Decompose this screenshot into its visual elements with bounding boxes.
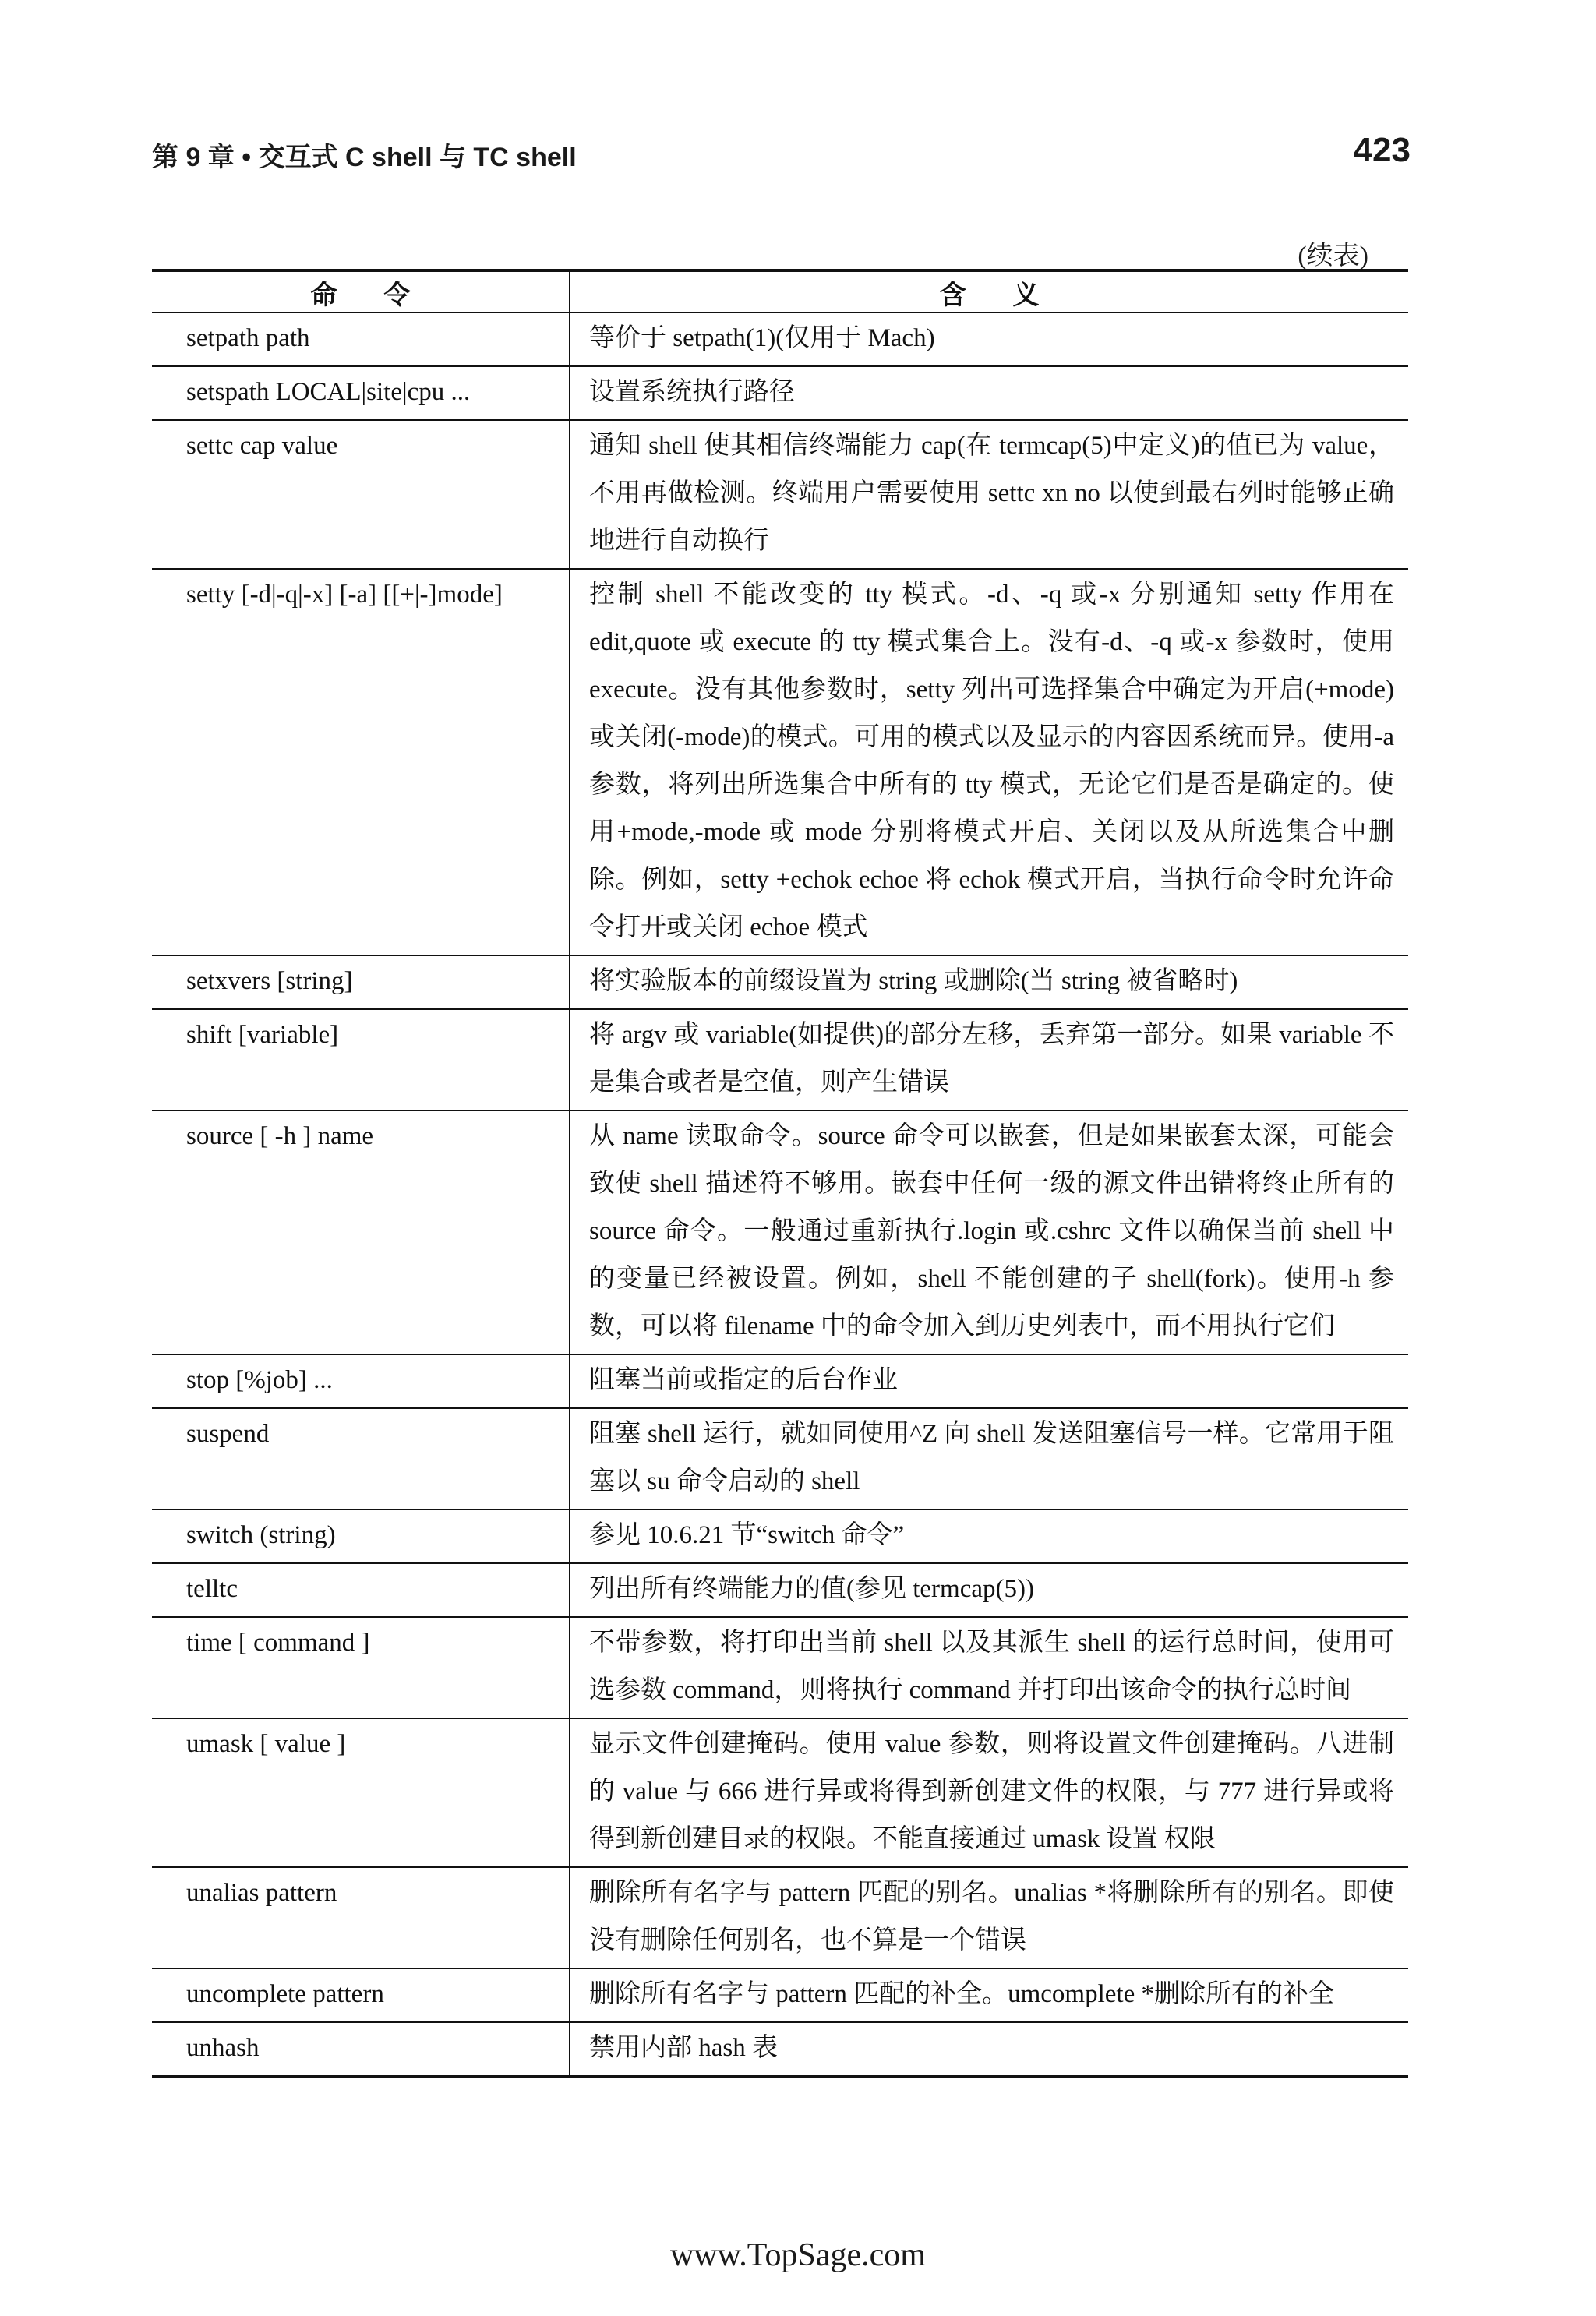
table-row bbox=[152, 1968, 1408, 2022]
meaning-cell: 阻塞当前或指定的后台作业 bbox=[570, 1354, 1408, 1408]
footer-url: www.TopSage.com bbox=[670, 2237, 926, 2273]
table-row bbox=[152, 1718, 1408, 1867]
continued-label: (续表) bbox=[1298, 242, 1368, 270]
meaning-cell: 等价于 setpath(1)(仅用于 Mach) bbox=[570, 312, 1408, 366]
meaning-cell: 删除所有名字与 pattern 匹配的补全。umcomplete *删除所有的补全 bbox=[570, 1968, 1408, 2022]
column-header-command: 命令 bbox=[152, 270, 570, 312]
meaning-cell: 不带参数，将打印出当前 shell 以及其派生 shell 的运行总时间，使用可选参数 command，则将执行 command 并打印出该命令的执行总时间 bbox=[570, 1617, 1408, 1718]
table-row bbox=[152, 1408, 1408, 1509]
table-row bbox=[152, 1509, 1408, 1563]
meaning-cell: 控制 shell 不能改变的 tty 模式。-d、-q 或-x 分别通知 setty 作用在 edit,quote 或 execute 的 tty 模式集合上。没有-d、-q 或-x 参数时，使用 execute。没有其他参数时，setty 列出可选择集合中确定为开启(+mode)或关闭(-mode)的模式。可用的模式以及显示的内容因系统而异。使用-a 参数，将列出所选集合中所有的 tty 模式，无论它们是否是确定的。使用+mode,-mode 或 mode 分别将模式开启、关闭以及从所选集合中删除。例如，setty +echok echoe 将 echok 模式开启，当执行命令时允许命令打开或关闭 echoe 模式 bbox=[570, 569, 1408, 955]
page-header bbox=[152, 131, 1411, 185]
meaning-cell: 阻塞 shell 运行，就如同使用^Z 向 shell 发送阻塞信号一样。它常用于阻塞以 su 命令启动的 shell bbox=[570, 1408, 1408, 1509]
command-cell: telltc bbox=[152, 1563, 570, 1617]
command-cell: shift [variable] bbox=[152, 1009, 570, 1110]
table-row bbox=[152, 1354, 1408, 1408]
table-row bbox=[152, 955, 1408, 1009]
command-cell: source [ -h ] name bbox=[152, 1110, 570, 1354]
table-body bbox=[152, 312, 1408, 2077]
table-row bbox=[152, 1867, 1408, 1968]
command-cell: suspend bbox=[152, 1408, 570, 1509]
meaning-cell: 设置系统执行路径 bbox=[570, 366, 1408, 420]
table-row bbox=[152, 1110, 1408, 1354]
chapter-title: 第 9 章 • 交互式 C shell 与 TC shell bbox=[152, 143, 577, 172]
table-row bbox=[152, 569, 1408, 955]
meaning-cell: 列出所有终端能力的值(参见 termcap(5)) bbox=[570, 1563, 1408, 1617]
meaning-cell: 参见 10.6.21 节“switch 命令” bbox=[570, 1509, 1408, 1563]
table-row bbox=[152, 1617, 1408, 1718]
meaning-cell: 显示文件创建掩码。使用 value 参数，则将设置文件创建掩码。八进制的 value 与 666 进行异或将得到新创建文件的权限，与 777 进行异或将得到新创建目录的权限。不能直接通过 umask 设置 权限 bbox=[570, 1718, 1408, 1867]
table-row bbox=[152, 2022, 1408, 2077]
command-cell: uncomplete pattern bbox=[152, 1968, 570, 2022]
meaning-cell: 通知 shell 使其相信终端能力 cap(在 termcap(5)中定义)的值已为 value，不用再做检测。终端用户需要使用 settc xn no 以使到最右列时能够正确地进行自动换行 bbox=[570, 420, 1408, 569]
table-row bbox=[152, 420, 1408, 569]
table-row bbox=[152, 366, 1408, 420]
table-row bbox=[152, 312, 1408, 366]
meaning-cell: 删除所有名字与 pattern 匹配的别名。unalias *将删除所有的别名。即使没有删除任何别名，也不算是一个错误 bbox=[570, 1867, 1408, 1968]
page-number: 423 bbox=[1353, 131, 1411, 169]
command-cell: setxvers [string] bbox=[152, 955, 570, 1009]
command-cell: setty [-d|-q|-x] [-a] [[+|-]mode] bbox=[152, 569, 570, 955]
table-row bbox=[152, 1563, 1408, 1617]
command-table bbox=[152, 269, 1408, 2078]
meaning-cell: 将实验版本的前缀设置为 string 或删除(当 string 被省略时) bbox=[570, 955, 1408, 1009]
column-header-meaning: 含义 bbox=[570, 270, 1408, 312]
meaning-cell: 禁用内部 hash 表 bbox=[589, 2034, 778, 2062]
command-cell: settc cap value bbox=[152, 420, 570, 569]
table-header-row bbox=[152, 270, 1408, 312]
command-cell: unalias pattern bbox=[152, 1867, 570, 1968]
command-cell: setspath LOCAL|site|cpu ... bbox=[152, 366, 570, 420]
command-cell: unhash bbox=[152, 2022, 570, 2077]
command-cell: umask [ value ] bbox=[152, 1718, 570, 1867]
table-row bbox=[152, 1009, 1408, 1110]
command-cell: setpath path bbox=[152, 312, 570, 366]
command-cell: stop [%job] ... bbox=[152, 1354, 570, 1408]
command-cell: switch (string) bbox=[152, 1509, 570, 1563]
meaning-cell: 将 argv 或 variable(如提供)的部分左移，丢弃第一部分。如果 variable 不是集合或者是空值，则产生错误 bbox=[570, 1009, 1408, 1110]
command-cell: time [ command ] bbox=[152, 1617, 570, 1718]
meaning-cell: 从 name 读取命令。source 命令可以嵌套，但是如果嵌套太深，可能会致使 shell 描述符不够用。嵌套中任何一级的源文件出错将终止所有的 source 命令。一般通过重新执行.login 或.cshrc 文件以确保当前 shell 中的变量已经被设置。例如，shell 不能创建的子 shell(fork)。使用-h 参数，可以将 filename 中的命令加入到历史列表中，而不用执行它们 bbox=[570, 1110, 1408, 1354]
